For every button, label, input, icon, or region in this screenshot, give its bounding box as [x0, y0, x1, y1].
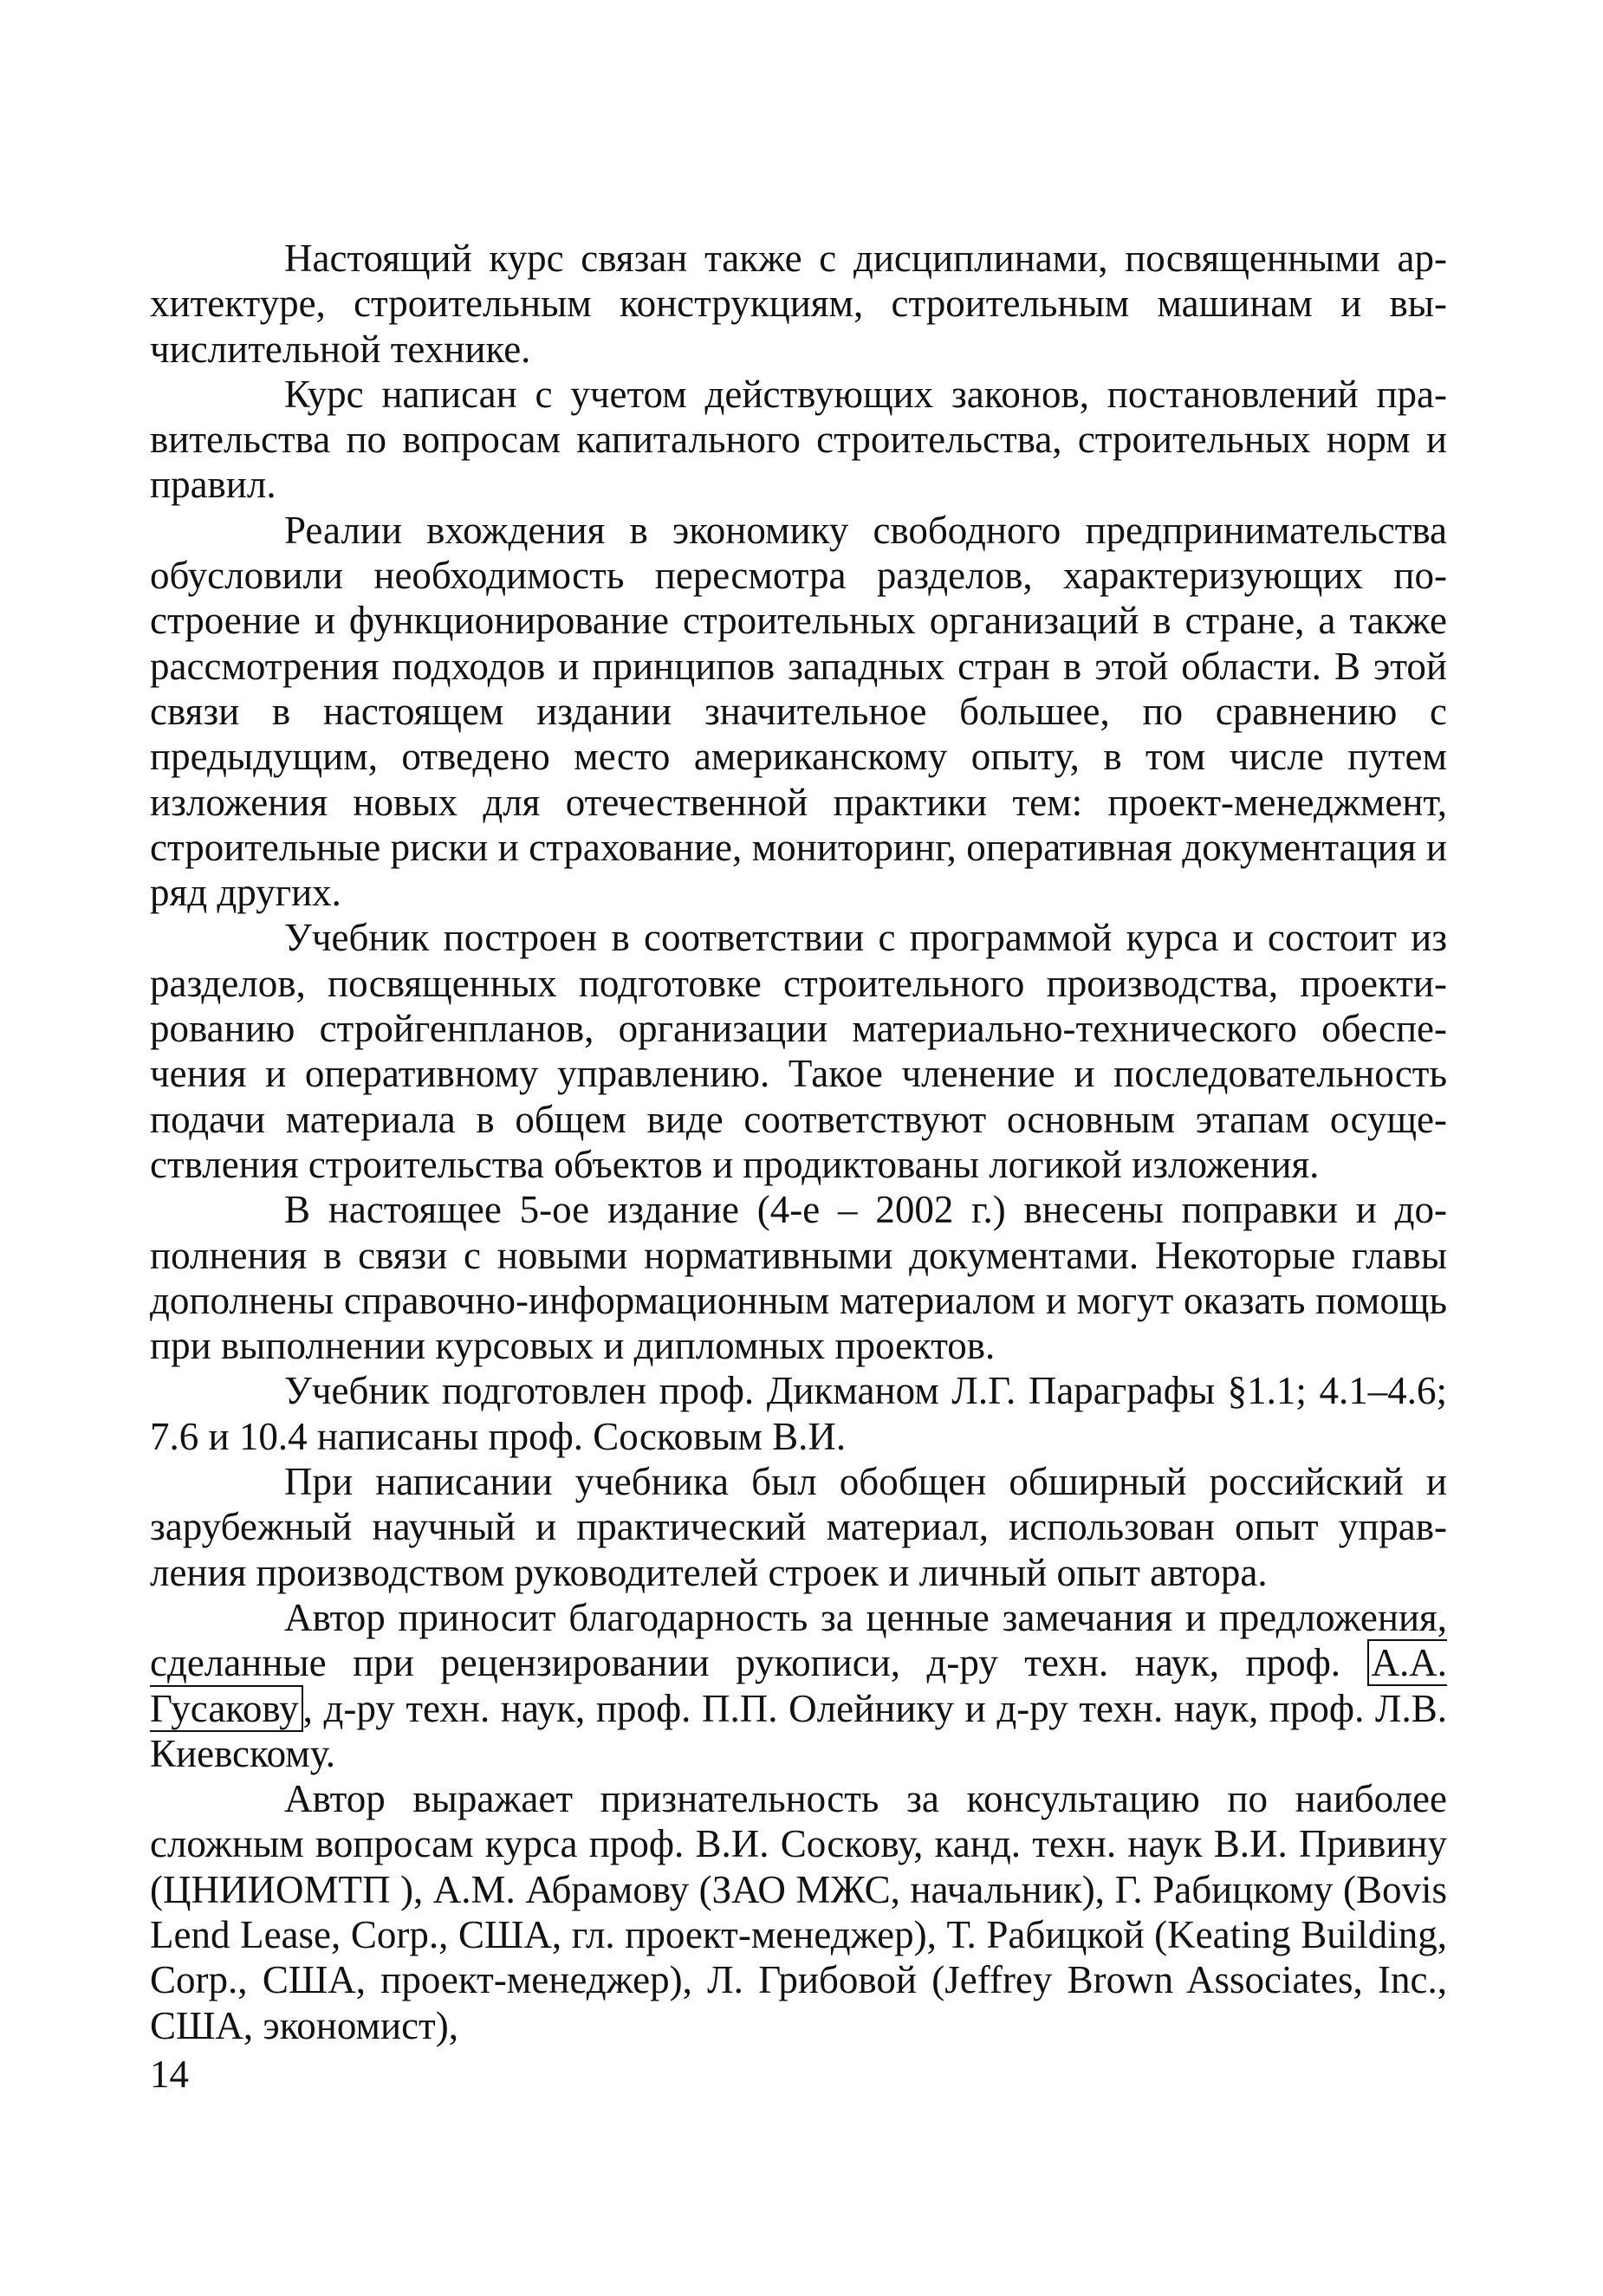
paragraph-market-economy: Реалии вхождения в экономику свободного предпринимательства обусловили необходимость пересмотра разделов, характеризующих построение и функционирование строительных организаций в стране, а также рассмотрения подходов и принципов западных стран в этой области. В этой связи в настоящем издании значительное большее, по сравнению с предыдущим, отведено место американскому опыту, в том числе путем изложения новых для отечественной практики тем: проект-менеджмент, строительные риски и страхование, мониторинг, оперативная документация и ряд других. [150, 508, 1447, 915]
acknowledgment-text-before: Автор приносит благодарность за ценные замечания и предложения, сделанные при рецензировании рукописи, д-ру техн. наук, проф. [150, 1595, 1447, 1685]
paragraph-regulations: Курс написан с учетом действующих законов, постановлений правительства по вопросам капитального строительства, строительных норм и правил. [150, 372, 1447, 507]
acknowledgment-text-after: , д-ру техн. наук, проф. П.П. Олейнику и д-ру техн. наук, проф. Л.В. Киевскому. [150, 1686, 1447, 1775]
paragraph-related-disciplines: Настоящий курс связан также с дисциплинами, посвященными архитектуре, строительным конструкциям, строительным машинам и вычислительной технике. [150, 237, 1447, 371]
paragraph-textbook-structure: Учебник построен в соответствии с программой курса и состоит из разделов, посвященных подготовке строительного производства, проектированию стройгенпланов, организации материально-технического обеспечения и оперативному управлению. Такое членение и последовательность подачи материала в общем виде соответствуют основным этапам осуществления строительства объектов и продиктованы логикой изложения. [150, 916, 1447, 1186]
paragraph-authors: Учебник подготовлен проф. Дикманом Л.Г. Параграфы §1.1; 4.1–4.6; 7.6 и 10.4 написаны проф. Сосковым В.И. [150, 1369, 1447, 1458]
paragraph-acknowledgment [150, 1595, 1447, 1776]
paragraph-materials: При написании учебника был обобщен обширный российский и зарубежный научный и практический материал, использован опыт управления производством руководителей строек и личный опыт автора. [150, 1460, 1447, 1594]
boxed-reviewer-name: А.А. Гусакову [150, 1641, 1447, 1730]
paragraph-fifth-edition: В настоящее 5-ое издание (4-е – 2002 г.) внесены поправки и дополнения в связи с новыми нормативными документами. Некоторые главы дополнены справочно-информационным материалом и могут оказать помощь при выполнении курсовых и дипломных проектов. [150, 1188, 1447, 1368]
paragraph-gratitude: Автор выражает признательность за консультацию по наиболее сложным вопросам курса проф. В.И. Соскову, канд. техн. наук В.И. Привину (ЦНИИОМТП ), А.М. Абрамову (ЗАО МЖС, начальник), Г. Рабицкому (Bovis Lend Lease, Corp., США, гл. проект-менеджер), Т. Рабицкой (Keating Building, Corp., США, проект-менеджер), Л. Грибовой (Jeffrey Brown Associates, Inc., США, экономист), [150, 1777, 1447, 2047]
body-text [150, 236, 1447, 2048]
page-number: 14 [150, 2053, 189, 2096]
